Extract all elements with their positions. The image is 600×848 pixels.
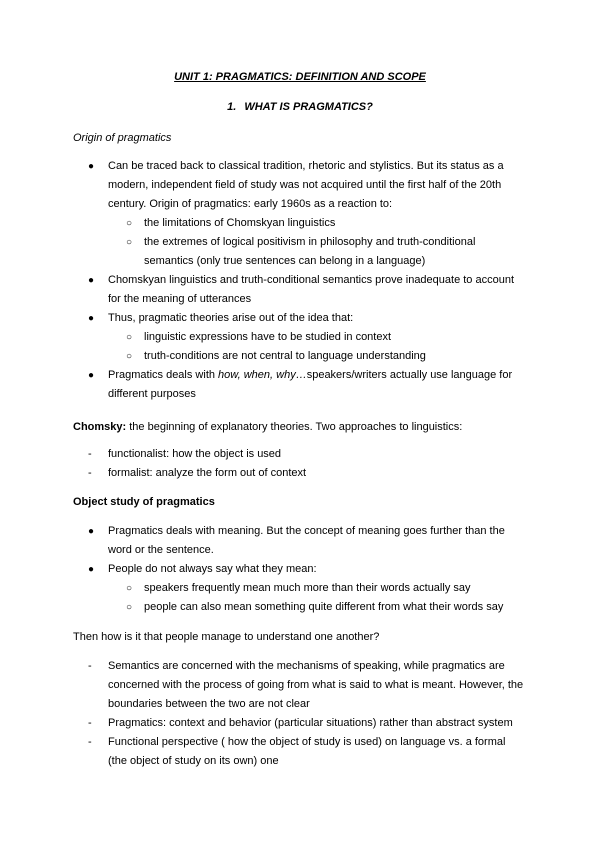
circle-bullet-icon: ○ bbox=[126, 332, 133, 343]
chomsky-label: Chomsky: bbox=[73, 421, 127, 433]
list-item: ○ truth-conditions are not central to language understanding bbox=[0, 347, 534, 366]
semantics-list bbox=[0, 657, 600, 771]
list-item: ● Pragmatics deals with how, when, why…speakers/writers actually use language for different purposes bbox=[0, 366, 533, 404]
list-item: ○ the extremes of logical positivism in philosophy and truth-conditional semantics (only true sentences can belong in a language) bbox=[0, 233, 534, 271]
list-item: ● Pragmatics deals with meaning. But the concept of meaning goes further than the word or the sentence. bbox=[0, 522, 533, 560]
bullet-icon: ● bbox=[88, 275, 95, 286]
section-heading bbox=[0, 98, 600, 117]
approaches-list bbox=[0, 445, 600, 483]
bullet-icon: ● bbox=[88, 370, 95, 381]
question-paragraph: Then how is it that people manage to understand one another? bbox=[73, 631, 380, 643]
object-list bbox=[0, 522, 600, 617]
bullet-icon: ● bbox=[88, 313, 95, 324]
section-number: 1. bbox=[227, 101, 237, 113]
dash-marker: - bbox=[88, 448, 92, 460]
dash-marker: - bbox=[88, 717, 92, 729]
list-item: ● People do not always say what they mean: bbox=[0, 560, 533, 579]
list-item: - Functional perspective ( how the object of study is used) on language vs. a formal (the object of study on its own) one bbox=[0, 733, 536, 771]
circle-bullet-icon: ○ bbox=[126, 583, 133, 594]
origin-heading: Origin of pragmatics bbox=[73, 132, 172, 144]
list-item: ○ the limitations of Chomskyan linguistics bbox=[0, 214, 534, 233]
list-item: - Pragmatics: context and behavior (particular situations) rather than abstract system bbox=[0, 714, 536, 733]
chomsky-paragraph bbox=[73, 418, 543, 437]
bullet-icon: ● bbox=[88, 526, 95, 537]
origin-list bbox=[0, 157, 600, 404]
list-item: - functionalist: how the object is used bbox=[0, 445, 536, 464]
list-item: ● Thus, pragmatic theories arise out of the idea that: bbox=[0, 309, 533, 328]
list-item: ○ people can also mean something quite different from what their words say bbox=[0, 598, 534, 617]
document-title: UNIT 1: PRAGMATICS: DEFINITION AND SCOPE bbox=[174, 71, 426, 83]
list-item: ○ speakers frequently mean much more than their words actually say bbox=[0, 579, 534, 598]
object-heading: Object study of pragmatics bbox=[73, 496, 215, 508]
circle-bullet-icon: ○ bbox=[126, 218, 133, 229]
bullet-icon: ● bbox=[88, 564, 95, 575]
circle-bullet-icon: ○ bbox=[126, 602, 133, 613]
list-item: ● Can be traced back to classical tradition, rhetoric and stylistics. But its status as a modern, independent field of study was not acquired until the first half of the 20th century. Origin of pragmatics: early 1960s as a reaction to: bbox=[0, 157, 533, 214]
dash-marker: - bbox=[88, 467, 92, 479]
dash-marker: - bbox=[88, 736, 92, 748]
dash-marker: - bbox=[88, 660, 92, 672]
section-title: WHAT IS PRAGMATICS? bbox=[244, 101, 373, 113]
circle-bullet-icon: ○ bbox=[126, 351, 133, 362]
list-item: ○ linguistic expressions have to be studied in context bbox=[0, 328, 534, 347]
list-item: ● Chomskyan linguistics and truth-conditional semantics prove inadequate to account for the meaning of utterances bbox=[0, 271, 533, 309]
bullet-icon: ● bbox=[88, 161, 95, 172]
chomsky-text: the beginning of explanatory theories. Two approaches to linguistics: bbox=[126, 421, 463, 433]
list-item: - formalist: analyze the form out of context bbox=[0, 464, 536, 483]
circle-bullet-icon: ○ bbox=[126, 237, 133, 248]
list-item: - Semantics are concerned with the mechanisms of speaking, while pragmatics are concerned with the process of going from what is said to what is meant. However, the boundaries between the two are not clear bbox=[0, 657, 536, 714]
